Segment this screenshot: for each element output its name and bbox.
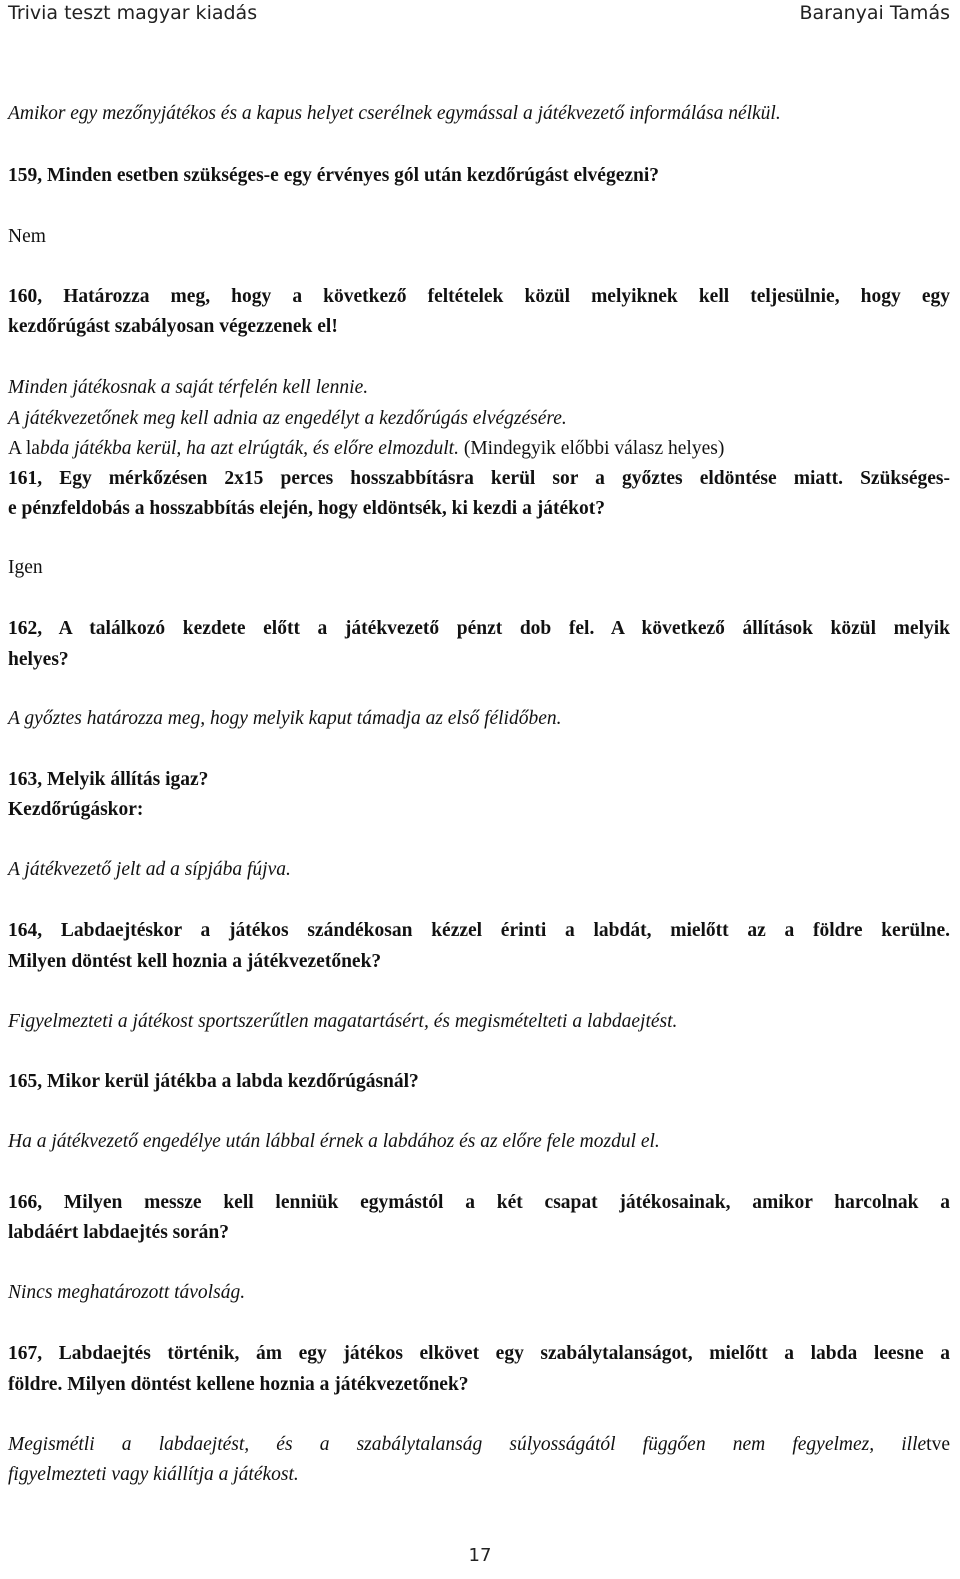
answer-160-option3 — [8, 437, 950, 461]
question-164-line2: Milyen döntést kell hoznia a játékvezetőnek? — [8, 951, 382, 972]
answer-167-line1-end: tve — [926, 1434, 950, 1455]
answer-167-line1 — [8, 1433, 950, 1457]
answer-166: Nincs meghatározott távolság. — [8, 1282, 246, 1303]
answer-160-option3-start: A la — [8, 438, 40, 459]
question-161-line1: 161, Egy mérkőzésen 2x15 perces hosszabbításra kerül sor a győztes eldöntése miatt. Szükséges- — [8, 468, 950, 489]
page-header — [0, 0, 960, 36]
question-163-line2: Kezdőrúgáskor: — [8, 799, 144, 820]
answer-162: A győztes határozza meg, hogy melyik kaput támadja az első félidőben. — [8, 708, 562, 729]
answer-158: Amikor egy mezőnyjátékos és a kapus helyet cserélnek egymással a játékvezető informálása nélkül. — [8, 103, 781, 124]
question-159: 159, Minden esetben szükséges-e egy érvényes gól után kezdőrúgást elvégezni? — [8, 165, 660, 186]
question-161-line2: e pénzfeldobás a hosszabbítás elején, hogy eldöntsék, ki kezdi a játékot? — [8, 498, 605, 519]
answer-167-line1-main: Megismétli a labdaejtést, és a szabálytalanság súlyosságától függően nem fegyelmez, ille — [8, 1434, 927, 1455]
answer-161: Igen — [8, 557, 43, 578]
answer-167-line2: figyelmezteti vagy kiállítja a játékost. — [8, 1464, 299, 1485]
question-166-line2: labdáért labdaejtés során? — [8, 1222, 229, 1243]
question-162-line1: 162, A találkozó kezdete előtt a játékvezető pénzt dob fel. A következő állítások közül melyik — [8, 618, 950, 639]
answer-160-option3-rest: bda játékba kerül, ha azt elrúgták, és előre elmozdult. — [39, 438, 459, 459]
header-title: Trivia teszt magyar kiadás — [8, 2, 258, 24]
question-162-line2: helyes? — [8, 649, 69, 670]
answer-160-note: (Mindegyik előbbi válasz helyes) — [458, 438, 725, 459]
question-160-line1: 160, Határozza meg, hogy a következő feltételek közül melyiknek kell teljesülnie, hogy egy — [8, 286, 950, 307]
question-167-line2: földre. Milyen döntést kellene hoznia a játékvezetőnek? — [8, 1374, 469, 1395]
question-167-line1: 167, Labdaejtés történik, ám egy játékos elkövet egy szabálytalanságot, mielőtt a labda leesne a — [8, 1343, 950, 1364]
page-number: 17 — [468, 1545, 492, 1566]
question-160-line2: kezdőrúgást szabályosan végezzenek el! — [8, 316, 338, 337]
answer-164: Figyelmezteti a játékost sportszerűtlen magatartásért, és megismételteti a labdaejtést. — [8, 1011, 678, 1032]
answer-160-option2: A játékvezetőnek meg kell adnia az engedélyt a kezdőrúgás elvégzésére. — [8, 408, 567, 429]
question-165: 165, Mikor kerül játékba a labda kezdőrúgásnál? — [8, 1071, 419, 1092]
question-163-line1: 163, Melyik állítás igaz? — [8, 769, 209, 790]
header-author: Baranyai Tamás — [799, 2, 950, 24]
answer-165: Ha a játékvezető engedélye után lábbal érnek a labdához és az előre fele mozdul el. — [8, 1131, 660, 1152]
answer-159: Nem — [8, 226, 46, 247]
answer-163: A játékvezető jelt ad a sípjába fújva. — [8, 859, 291, 880]
question-164-line1: 164, Labdaejtéskor a játékos szándékosan kézzel érinti a labdát, mielőtt az a földre kerülne. — [8, 920, 950, 941]
answer-160-option1: Minden játékosnak a saját térfelén kell lennie. — [8, 377, 369, 398]
question-166-line1: 166, Milyen messze kell lenniük egymástól a két csapat játékosainak, amikor harcolnak a — [8, 1192, 950, 1213]
